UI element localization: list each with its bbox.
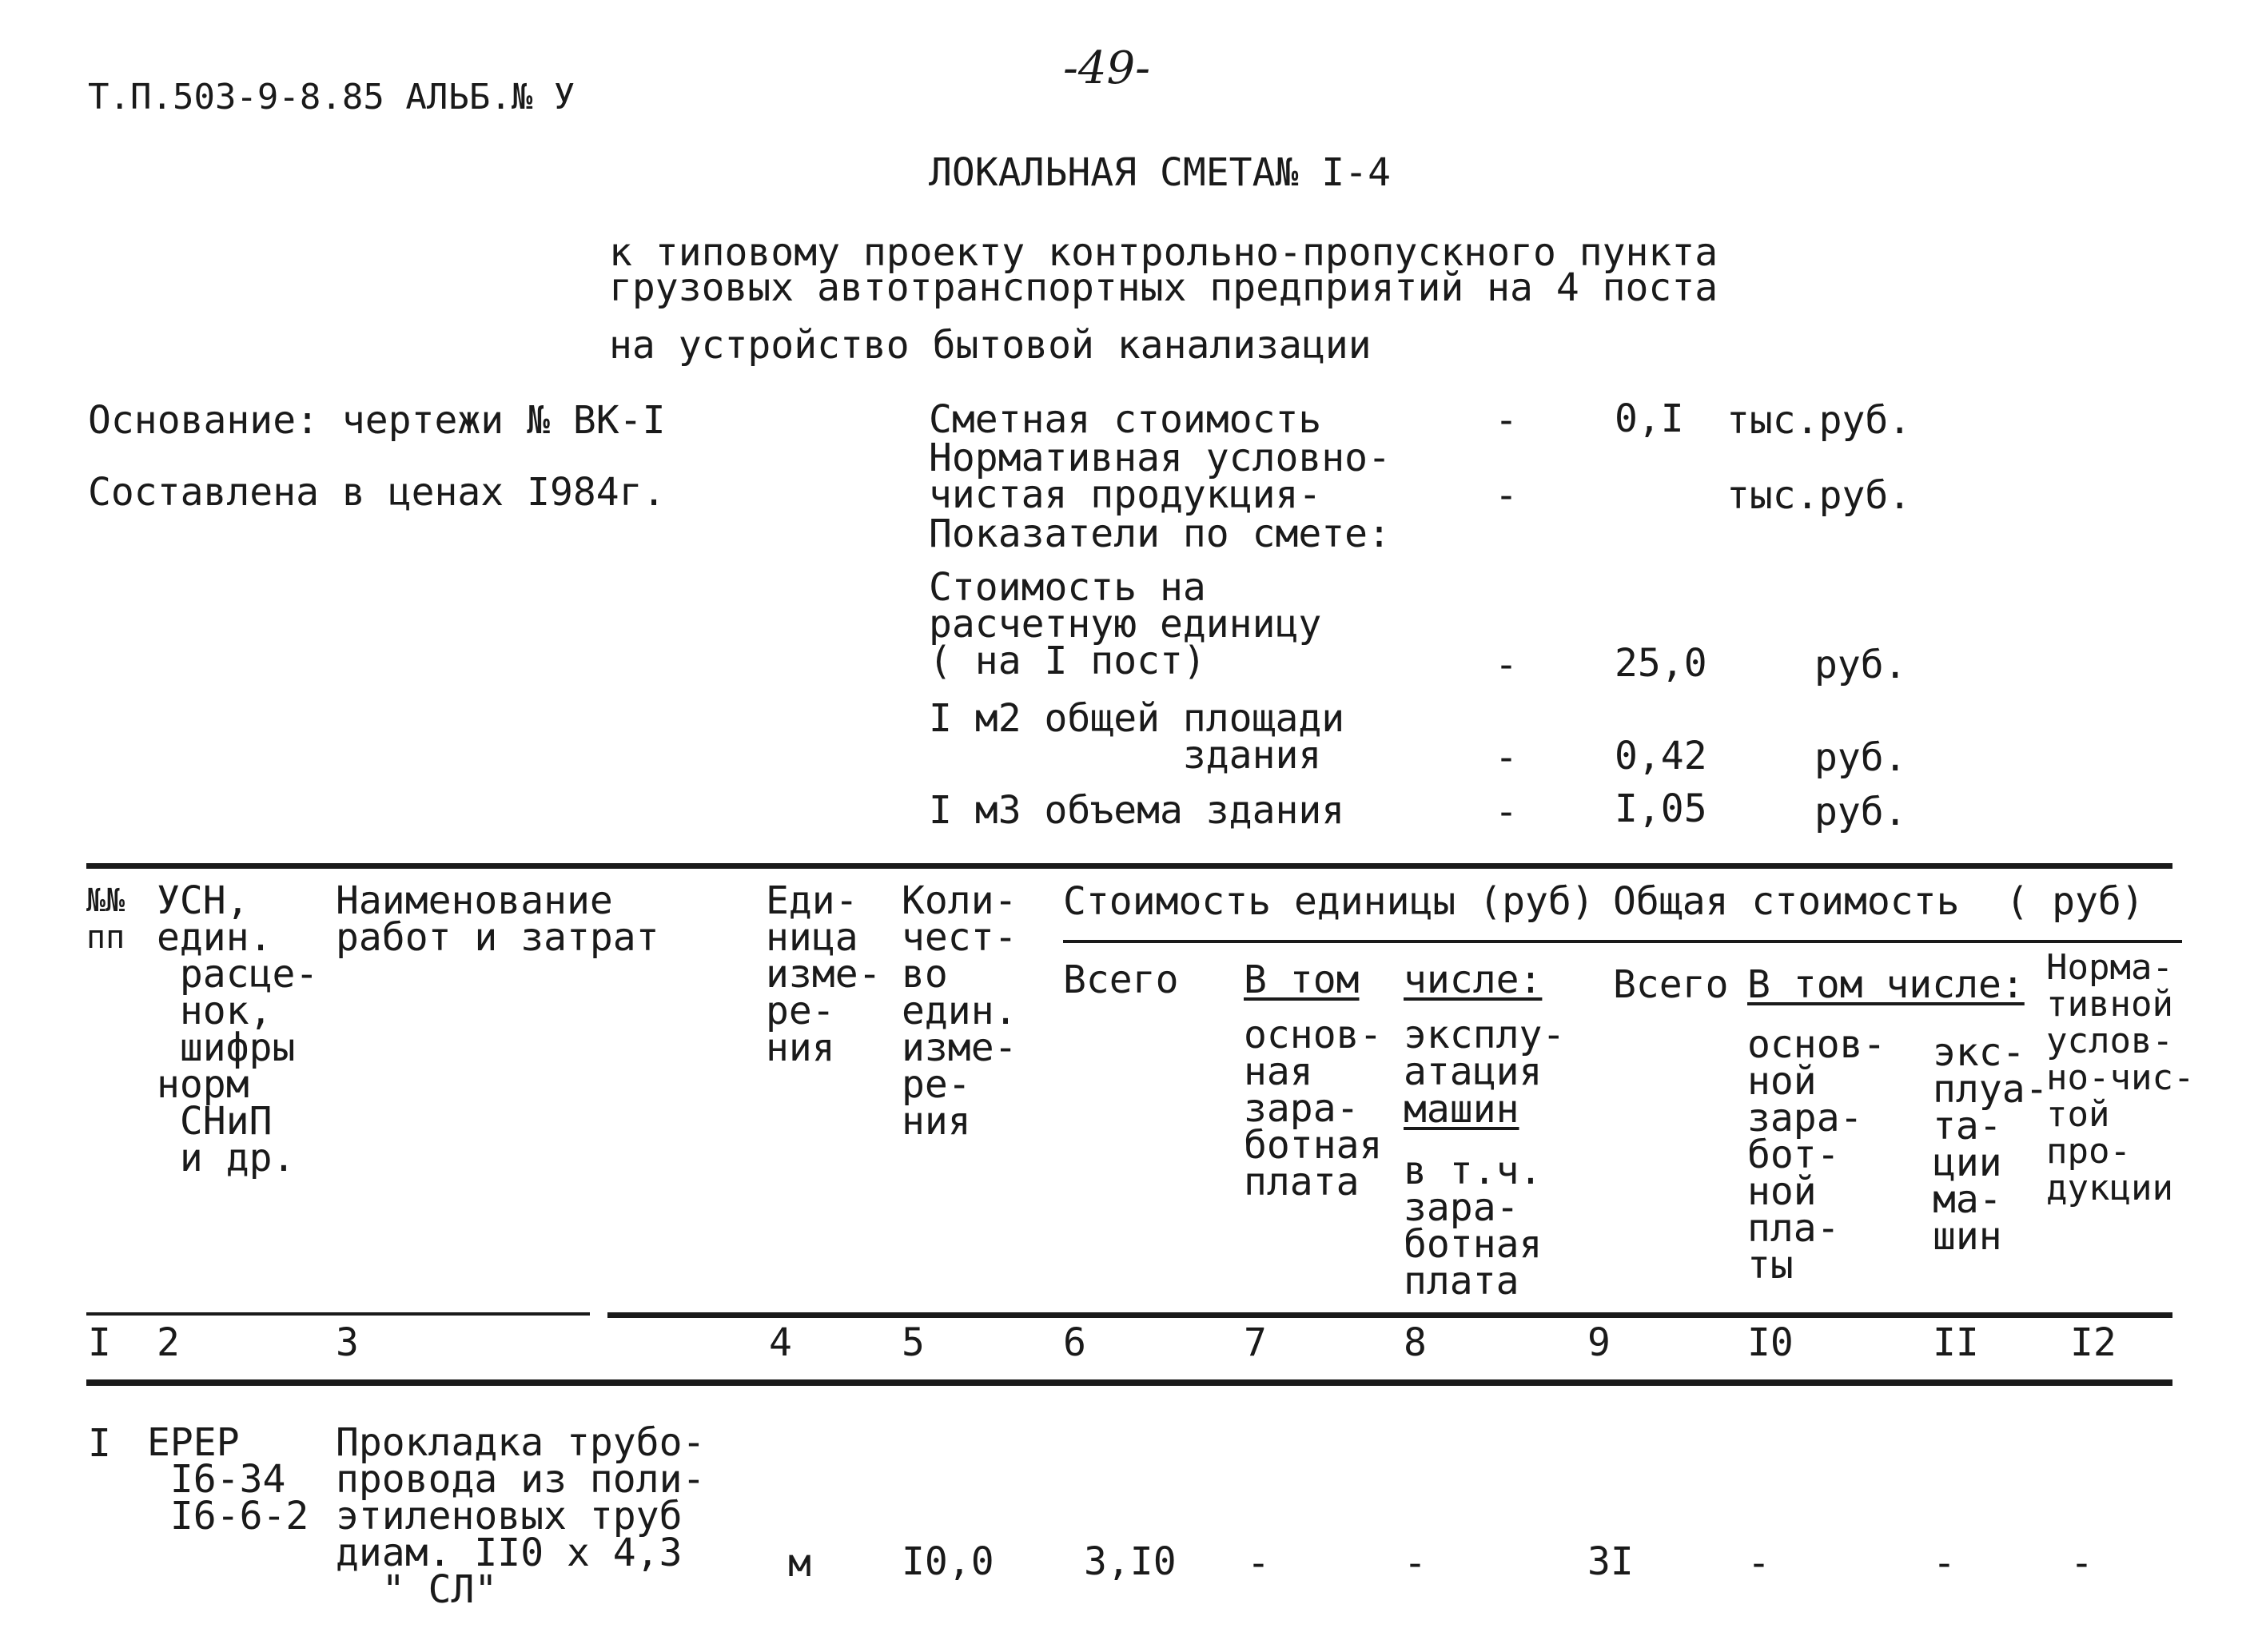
indicator-dash: -	[1495, 398, 1518, 443]
header-name: Наименование работ и затрат	[336, 878, 659, 960]
header-total-cost-group: Общая стоимость ( руб)	[1613, 879, 2145, 924]
header-total-machines: экс- плуа- та- ции ма- шин	[1933, 1030, 2049, 1259]
indicator-unit: руб.	[1814, 735, 1907, 780]
column-number: 8	[1404, 1320, 1427, 1365]
header-bottom-rule-left	[86, 1312, 590, 1316]
row-quantity: I0,0	[902, 1539, 994, 1584]
header-code: УСН, един. расце- нок, шифры норм СНиП и др.	[157, 878, 319, 1180]
indicator-value: 25,0	[1615, 641, 1707, 686]
row-total-npp: -	[2070, 1541, 2093, 1586]
row-name: Прокладка трубо- провода из поли- этиленовых труб диам. II0 х 4,3 " СЛ"	[336, 1420, 706, 1612]
indicator-dash: -	[1495, 735, 1518, 780]
row-unit: м	[788, 1541, 811, 1586]
subtitle-line-1: к типовому проекту контрольно-пропускного пункта	[609, 230, 1718, 275]
column-numbers-rule	[86, 1379, 2172, 1386]
indicator-unit: тыс.руб.	[1726, 473, 1912, 518]
row-unit-wage: -	[1247, 1541, 1270, 1586]
column-number: I2	[2070, 1320, 2117, 1365]
indicator-unit: тыс.руб.	[1726, 398, 1912, 443]
header-row-number: №№ пп	[86, 882, 125, 956]
header-incl-a: В том	[1244, 957, 1360, 1002]
header-unit-total: Всего	[1063, 957, 1179, 1002]
column-number: 4	[769, 1320, 792, 1365]
column-number: 2	[157, 1320, 180, 1365]
header-quantity: Коли- чест- во един. изме- ре- ния	[902, 878, 1018, 1144]
header-grand-total: Всего	[1613, 962, 1729, 1007]
indicator-unit: руб.	[1814, 790, 1907, 834]
page-number: -49-	[1063, 42, 1151, 94]
column-number: I0	[1747, 1320, 1794, 1365]
indicator-unit: руб.	[1814, 643, 1907, 687]
header-normative-product: Норма- тивной услов- но-чис- той про- дукции	[2046, 947, 2195, 1208]
album-reference: Т.П.503-9-8.85 АЛЬБ.№ У	[88, 77, 575, 117]
header-total-wage: основ- ной зара- бот- ной пла- ты	[1747, 1022, 1886, 1288]
header-unit-cost-group: Стоимость единицы (руб)	[1063, 879, 1595, 924]
prices-text: Составлена в ценах I984г.	[88, 470, 666, 515]
column-number: 9	[1587, 1320, 1611, 1365]
column-number: 6	[1063, 1320, 1086, 1365]
subheader-rule	[1063, 940, 2182, 943]
indicator-label: I м2 общей площади здания	[929, 696, 1345, 778]
row-number: I	[88, 1421, 111, 1466]
row-total-machines: -	[1933, 1541, 1956, 1586]
header-incl-b: числе:	[1404, 957, 1543, 1002]
indicator-label: Стоимость на расчетную единицу ( на I пост)	[929, 565, 1322, 683]
header-unit-machines-mid: машин	[1404, 1087, 1519, 1132]
indicator-value: 0,42	[1615, 734, 1707, 778]
subtitle-line-2: грузовых автотранспортных предприятий на 4 поста	[609, 265, 1718, 310]
row-unit-total: 3,I0	[1084, 1539, 1177, 1584]
table-top-rule	[86, 863, 2172, 869]
header-incl-2: В том числе:	[1747, 962, 2025, 1007]
indicator-dash: -	[1495, 643, 1518, 687]
header-unit-machines: эксплу- атация	[1404, 1013, 1566, 1094]
column-number: 3	[336, 1320, 359, 1365]
indicator-label: Нормативная условно- чистая продукция-	[929, 436, 1391, 517]
column-number: 5	[902, 1320, 925, 1365]
header-unit-machines-wage: в т.ч. зара- ботная плата	[1404, 1148, 1543, 1304]
estimate-title: ЛОКАЛЬНАЯ СМЕТА№ I-4	[929, 150, 1391, 195]
row-code: ЕРЕР I6-34 I6-6-2	[147, 1420, 309, 1539]
row-total-wage: -	[1747, 1541, 1770, 1586]
indicator-label: I м3 объема здания	[929, 788, 1345, 833]
row-unit-machines: -	[1404, 1541, 1427, 1586]
indicator-value: I,05	[1615, 786, 1707, 831]
header-unit: Еди- ница изме- ре- ния	[766, 878, 882, 1070]
row-total: 3I	[1587, 1539, 1634, 1584]
column-number: I	[88, 1320, 111, 1365]
subtitle-line-3: на устройство бытовой канализации	[609, 323, 1372, 368]
column-number: II	[1933, 1320, 1979, 1365]
basis-text: Основание: чертежи № ВК-I	[88, 398, 666, 443]
column-number: 7	[1244, 1320, 1267, 1365]
indicator-label: Сметная стоимость	[929, 397, 1322, 442]
header-bottom-rule-right	[607, 1312, 2172, 1318]
header-unit-wage: основ- ная зара- ботная плата	[1244, 1013, 1383, 1204]
indicators-heading: Показатели по смете:	[929, 512, 1391, 556]
indicator-dash: -	[1495, 473, 1518, 518]
indicator-value: 0,I	[1615, 396, 1684, 441]
indicator-dash: -	[1495, 790, 1518, 834]
